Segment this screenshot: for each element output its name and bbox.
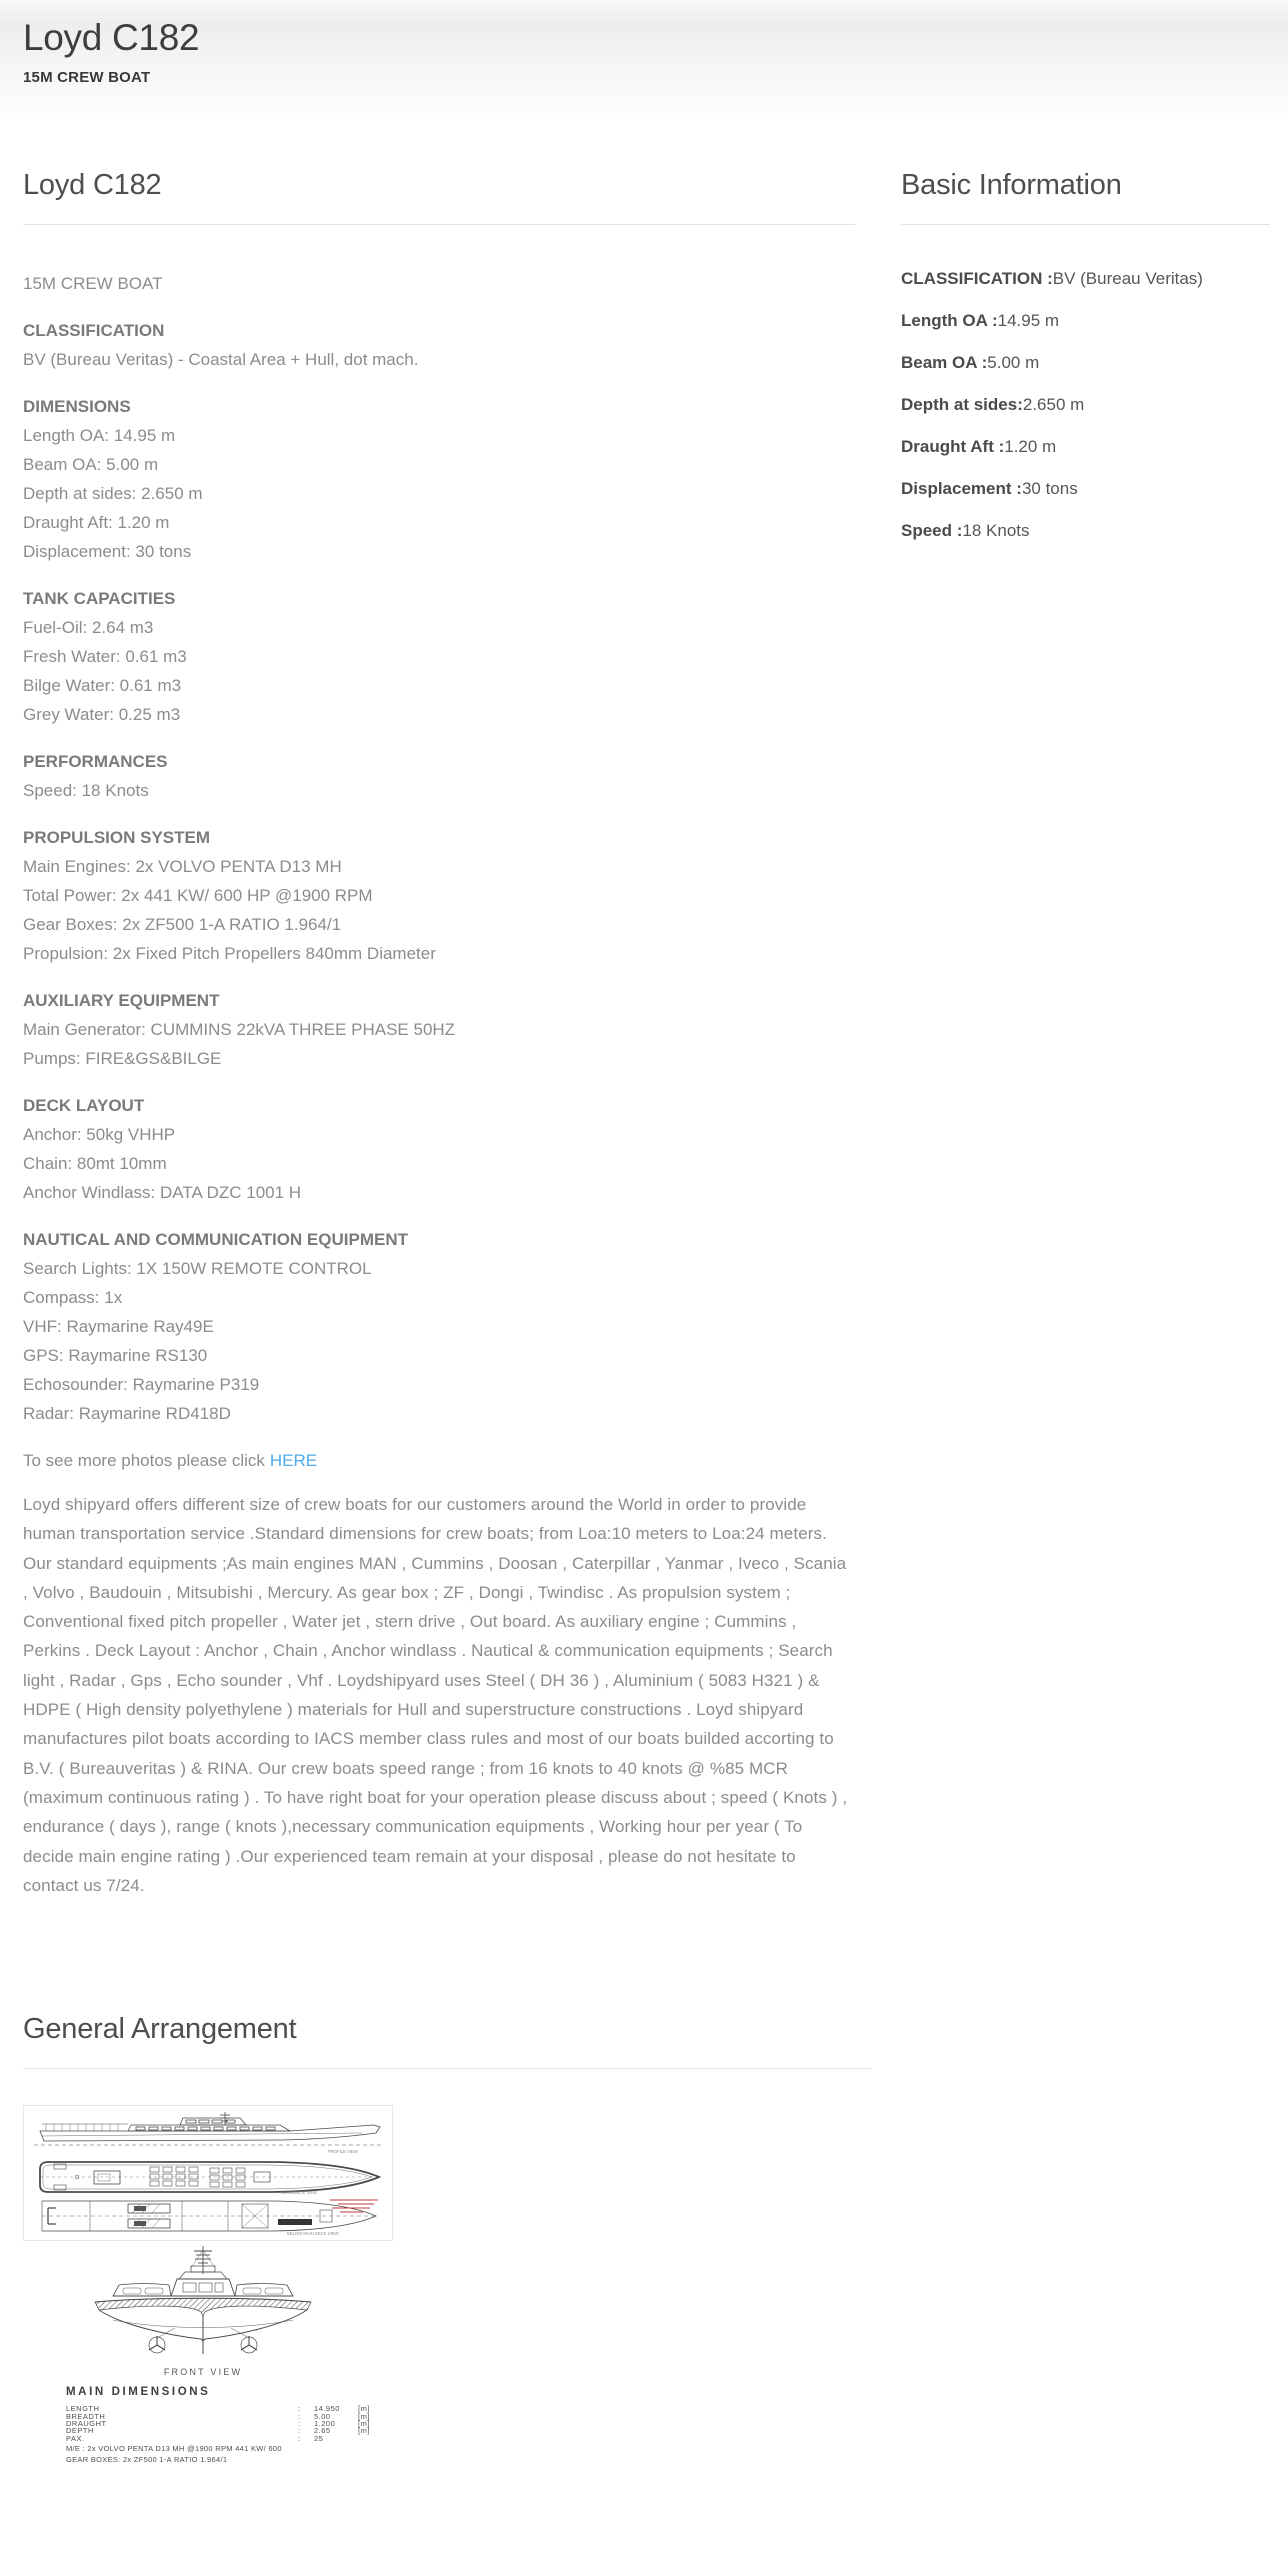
- shipyard-description: Loyd shipyard offers different size of crew boats for our customers around the World in order to provide human transportation service .Standard dimensions for crew boats; from Loa:10 meters to Loa:24 meters. Our standard equipments ;As main engines MAN , Cummins , Doosan , Caterpillar , Yanmar , Iveco , Scania , Volvo , Baudouin , Mitsubishi , Mercury. As gear box ; ZF , Dongi , Twindisc . As propulsion system ; Conventional fixed pitch propeller , Water jet , stern drive , Out board. As auxiliary engine ; Cummins , Perkins . Deck Layout : Anchor , Chain , Anchor windlass . Nautical & communication equipments ; Search light , Radar , Gps , Echo sounder , Vhf . Loydshipyard uses Steel ( DH 36 ) , Aluminium ( 5083 H321 ) & HDPE ( High density polyethylene ) materials for Hull and superstructure constructions . Loyd shipyard manufactures pilot boats according to IACS member class rules and most of our boats builded accorting to B.V. ( Bureauveritas ) & RINA. Our crew boats speed range ; from 16 knots to 40 knots @ %85 MCR (maximum continuous rating ) . To have right boat for your operation please discuss about ; speed ( Knots ) , endurance ( days ), range ( knots ),necessary communication equipments , Working hour per year ( To decide main engine rating ) .Our experienced team remain at your disposal , please do not hesitate to contact us 7/24.: [23, 1495, 848, 1895]
- spec-title: DECK LAYOUT: [23, 1096, 145, 1115]
- dimension-unit: [m]: [358, 2426, 370, 2436]
- basic-info-label: Displacement :: [901, 479, 1022, 498]
- spec-line: Pumps: FIRE&GS&BILGE: [23, 1049, 222, 1068]
- dimension-label: DEPTH: [66, 2426, 94, 2436]
- boat-profile-drawing: [30, 2111, 386, 2157]
- main-content: [0, 122, 1288, 1900]
- basic-info-row: [901, 396, 1270, 413]
- spec-line: Speed: 18 Knots: [23, 781, 149, 800]
- basic-info-value: 30 tons: [1021, 479, 1078, 498]
- spec-section-classification: [23, 316, 855, 374]
- dimension-colon: :: [298, 2426, 301, 2436]
- spec-line: Compass: 1x: [23, 1288, 123, 1307]
- basic-info-label: Length OA :: [901, 311, 998, 330]
- dimension-unit: [358, 2435, 398, 2442]
- main-dimensions-block: [66, 2386, 436, 2463]
- spec-line: Beam OA: 5.00 m: [23, 455, 159, 474]
- dimension-unit: [m]: [358, 2404, 370, 2414]
- dimension-colon: :: [298, 2404, 301, 2414]
- spec-line: Main Engines: 2x VOLVO PENTA D13 MH: [23, 857, 342, 876]
- boat-details-column: [23, 168, 855, 1900]
- main-deck-view-label: MAIN DECK VIEW: [282, 2190, 318, 2196]
- photos-line: [23, 1446, 855, 1475]
- spec-line: Search Lights: 1X 150W REMOTE CONTROL: [23, 1259, 372, 1278]
- basic-info-row: [901, 522, 1270, 539]
- dimension-row: [66, 2413, 436, 2420]
- spec-section-dimensions: [23, 392, 855, 566]
- spec-line: Length OA: 14.95 m: [23, 426, 176, 445]
- dimension-value: 5.00: [314, 2411, 331, 2421]
- basic-info-label: CLASSIFICATION :: [901, 269, 1053, 288]
- dimension-unit: [m]: [358, 2418, 370, 2428]
- spec-title: PERFORMANCES: [23, 752, 168, 771]
- spec-section-tank-capacities: [23, 584, 855, 729]
- gearbox-note: GEAR BOXES: 2x ZF500 1-A RATIO 1.964/1: [66, 2454, 228, 2464]
- basic-information-panel: [901, 168, 1270, 564]
- front-view-drawing: [83, 2244, 323, 2360]
- basic-info-row: [901, 354, 1270, 371]
- spec-line: Displacement: 30 tons: [23, 542, 192, 561]
- basic-info-label: Speed :: [901, 521, 963, 540]
- spec-line: Fresh Water: 0.61 m3: [23, 647, 187, 666]
- spec-line: Gear Boxes: 2x ZF500 1-A RATIO 1.964/1: [23, 915, 342, 934]
- main-deck-plan-drawing: [30, 2159, 386, 2195]
- basic-info-value: 18 Knots: [962, 521, 1030, 540]
- dimension-label: PAX.: [66, 2433, 85, 2443]
- dimension-colon: :: [298, 2418, 301, 2428]
- spec-line: Grey Water: 0.25 m3: [23, 705, 181, 724]
- spec-line: Draught Aft: 1.20 m: [23, 513, 170, 532]
- general-arrangement-heading: General Arrangement: [23, 2013, 297, 2046]
- page-title: Loyd C182: [23, 17, 200, 58]
- spec-title: DIMENSIONS: [23, 397, 131, 416]
- spec-section-deck-layout: [23, 1091, 855, 1207]
- dimension-value: 1.200: [314, 2418, 336, 2428]
- basic-info-value: 2.650 m: [1022, 395, 1085, 414]
- spec-line: Depth at sides: 2.650 m: [23, 484, 203, 503]
- boat-type-text: 15M CREW BOAT: [23, 274, 163, 293]
- spec-line: Bilge Water: 0.61 m3: [23, 676, 182, 695]
- spec-section-performances: [23, 747, 855, 805]
- dimension-row: [66, 2427, 436, 2434]
- basic-info-label: Beam OA :: [901, 353, 988, 372]
- divider: [901, 224, 1270, 225]
- basic-information-heading: Basic Information: [901, 169, 1122, 201]
- spec-title: NAUTICAL AND COMMUNICATION EQUIPMENT: [23, 1230, 408, 1249]
- front-view-caption: FRONT VIEW: [163, 2367, 243, 2378]
- photos-text: To see more photos please click: [23, 1451, 265, 1470]
- basic-info-label: Draught Aft :: [901, 437, 1005, 456]
- general-arrangement-drawing: [23, 2105, 393, 2241]
- dimension-row: [66, 2420, 436, 2427]
- spec-line: Radar: Raymarine RD418D: [23, 1404, 231, 1423]
- boat-heading: Loyd C182: [23, 169, 162, 201]
- spec-line: BV (Bureau Veritas) - Coastal Area + Hull, dot mach.: [23, 350, 419, 369]
- basic-info-row: [901, 270, 1270, 287]
- spec-line: GPS: Raymarine RS130: [23, 1346, 208, 1365]
- spec-line: Total Power: 2x 441 KW/ 600 HP @1900 RPM: [23, 886, 373, 905]
- spec-line: Echosounder: Raymarine P319: [23, 1375, 260, 1394]
- spec-section-nautical: [23, 1225, 855, 1428]
- spec-section-propulsion: [23, 823, 855, 968]
- spec-title: CLASSIFICATION: [23, 321, 165, 340]
- basic-info-value: BV (Bureau Veritas): [1052, 269, 1203, 288]
- basic-info-row: [901, 438, 1270, 455]
- divider: [23, 224, 855, 225]
- engine-note: M/E : 2x VOLVO PENTA D13 MH @1900 RPM 441 KW/ 600: [66, 2444, 282, 2454]
- spec-title: TANK CAPACITIES: [23, 589, 176, 608]
- basic-info-value: 1.20 m: [1004, 437, 1057, 456]
- below-deck-view-label: BELOW MAIN DECK VIEW: [287, 2231, 339, 2237]
- dimension-label: LENGTH: [66, 2404, 100, 2414]
- more-photos-link[interactable]: HERE: [269, 1451, 318, 1470]
- dimension-colon: :: [298, 2433, 301, 2443]
- profile-view-label: PROFILE VIEW: [328, 2149, 358, 2155]
- page-header: [0, 0, 1288, 122]
- spec-title: AUXILIARY EQUIPMENT: [23, 991, 220, 1010]
- spec-line: VHF: Raymarine Ray49E: [23, 1317, 214, 1336]
- basic-info-row: [901, 480, 1270, 497]
- spec-section-auxiliary: [23, 986, 855, 1073]
- basic-information-list: [901, 270, 1270, 539]
- spec-line: Anchor Windlass: DATA DZC 1001 H: [23, 1183, 302, 1202]
- basic-info-row: [901, 312, 1270, 329]
- spec-title: PROPULSION SYSTEM: [23, 828, 211, 847]
- front-view-figure: [83, 2244, 323, 2377]
- divider: [23, 2068, 872, 2069]
- dimension-value: 2.65: [314, 2426, 331, 2436]
- spec-line: Chain: 80mt 10mm: [23, 1154, 167, 1173]
- below-deck-plan-drawing: [30, 2196, 386, 2236]
- dimension-value: 25: [314, 2433, 324, 2443]
- spec-line: Fuel-Oil: 2.64 m3: [23, 618, 154, 637]
- basic-info-value: 5.00 m: [987, 353, 1040, 372]
- dimension-label: DRAUGHT: [66, 2418, 107, 2428]
- dimension-value: 14.950: [314, 2404, 340, 2414]
- spec-line: Propulsion: 2x Fixed Pitch Propellers 840mm Diameter: [23, 944, 436, 963]
- dimension-colon: :: [298, 2411, 301, 2421]
- dimension-row: [66, 2435, 436, 2442]
- dimension-unit: [m]: [358, 2411, 370, 2421]
- main-dimensions-title: MAIN DIMENSIONS: [66, 2386, 211, 2399]
- general-arrangement-section: [23, 2012, 872, 2463]
- page-subtitle: 15M CREW BOAT: [23, 69, 151, 86]
- dimension-label: BREADTH: [66, 2411, 106, 2421]
- basic-info-label: Depth at sides:: [901, 395, 1023, 414]
- spec-line: Anchor: 50kg VHHP: [23, 1125, 176, 1144]
- spec-line: Main Generator: CUMMINS 22kVA THREE PHASE 50HZ: [23, 1020, 456, 1039]
- dimension-row: [66, 2405, 436, 2412]
- basic-info-value: 14.95 m: [997, 311, 1060, 330]
